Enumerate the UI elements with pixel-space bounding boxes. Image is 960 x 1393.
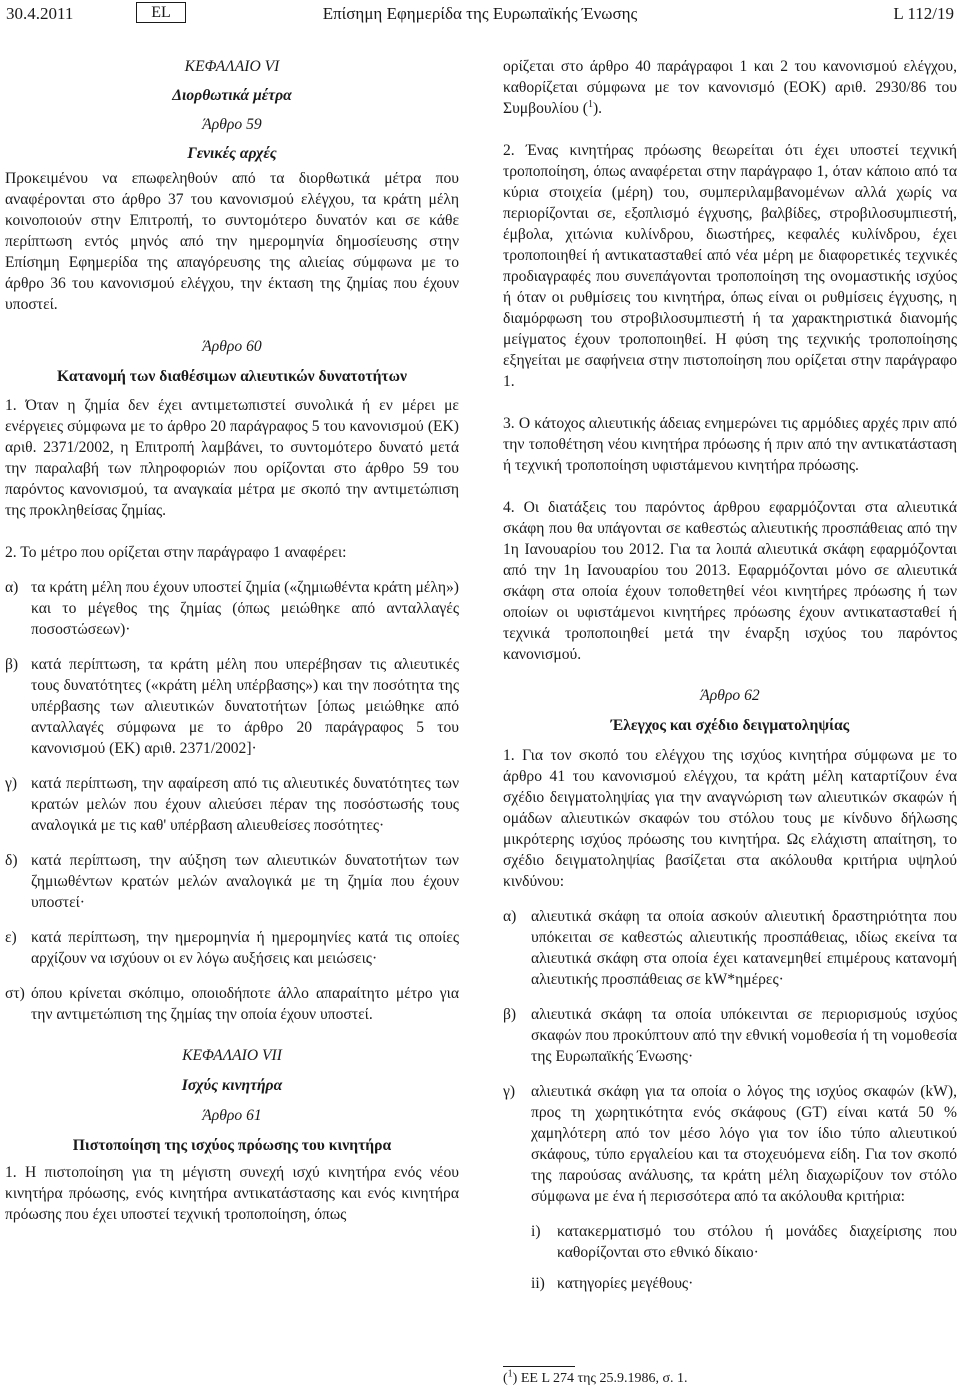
list-label: στ) (5, 985, 25, 1002)
list-text: αλιευτικά σκάφη τα οποία υπόκεινται σε περιορισμούς ισχύος σκαφών που προκύπτουν από την εθνική νομοθεσία ή τη νομοθεσία της Ευρωπαϊκής Ένωσης· (531, 1006, 957, 1065)
left-column (5, 56, 459, 1225)
list-label: α) (503, 908, 517, 925)
sub-list-item (531, 1221, 957, 1263)
article-number: Άρθρο 59 (202, 116, 262, 133)
list-label: ii) (531, 1275, 545, 1292)
paragraph-text: ). (592, 100, 603, 117)
paragraph: 3. Ο κάτοχος αλιευτικής άδειας ενημερώνει τις αρμόδιες αρχές πριν από την τοποθέτηση νέου κινητήρα πρόωσης ή πριν από την αντικατάσταση ή τεχνική τροποποίηση υφιστάμενου κινητήρα πρόωσης. (503, 415, 957, 474)
list-label: γ) (503, 1083, 516, 1100)
page-number: L 112/19 (893, 4, 954, 23)
article-number: Άρθρο 61 (202, 1107, 262, 1124)
paragraph (503, 56, 957, 119)
list-label: β) (5, 656, 19, 673)
list-text: κατηγορίες μεγέθους· (557, 1275, 694, 1292)
chapter-heading: ΚΕΦΑΛΑΙΟ VII (182, 1047, 282, 1064)
paragraph: 4. Οι διατάξεις του παρόντος άρθρου εφαρμόζονται στα αλιευτικά σκάφη που θα υπάγονται σε καθεστώς αλιευτικής προσπάθειας από την 1η Ιανουαρίου του 2012. Για τα λοιπά αλιευτικά σκάφη εφαρμόζονται από την 1η Ιανουαρίου του 2013. Εφαρμόζονται μόνο σε αλιευτικά σκάφη στα οποία έχουν τοποθετηθεί νέοι κινητήρες πρόωσης ή των οποίων οι υφιστάμενοι κινητήρες πρόωσης έχουν αντικατασταθεί ή τεχνικά τροποποιηθεί μετά την έναρξη ισχύος του παρόντος κανονισμού. (503, 499, 957, 663)
paragraph: 1. Η πιστοποίηση για τη μέγιστη συνεχή ισχύ κινητήρα ενός νέου κινητήρα πρόωσης, ενός κινητήρα αντικατάστασης και ενός κινητήρα πρόωσης που έχει υποστεί τεχνική τροποποίηση, όπως (5, 1164, 459, 1223)
list-label: β) (503, 1006, 517, 1023)
list-item (5, 983, 459, 1025)
footnote: ($^1$) ΕΕ L 274 της 25.9.1986, σ. 1. (503, 1368, 688, 1386)
article-number: Άρθρο 60 (202, 338, 262, 355)
footnote-number: 1 (507, 1368, 513, 1380)
list-item (5, 773, 459, 836)
paragraph: 2. Το μέτρο που ορίζεται στην παράγραφο 1 αναφέρει: (5, 544, 347, 561)
right-column (503, 56, 957, 1294)
list-label: δ) (5, 852, 18, 869)
paragraph: Προκειμένου να επωφεληθούν από τα διορθωτικά μέτρα που αναφέρονται στο άρθρο 37 του κανονισμού ελέγχου, τα κράτη μέλη κοινοποιούν στην Επιτροπή, το συντομότερο δυνατόν και σε κάθε περίπτωση εντός μηνός από την ημερομηνία δημοσίευσης στην Επίσημη Εφημερίδα της απαγόρευσης της αλιείας σύμφωνα με το άρθρο 36 του κανονισμού ελέγχου, την έκταση της ζημίας που έχουν υποστεί. (5, 170, 459, 313)
article-title: Γενικές αρχές (187, 145, 277, 162)
list-text: όπου κρίνεται σκόπιμο, οποιοδήποτε άλλο απαραίτητο μέτρο για την αντιμετώπιση της ζημίας την οποία έχουν υποστεί. (31, 985, 459, 1023)
chapter-heading: ΚΕΦΑΛΑΙΟ VI (184, 58, 280, 75)
list-text: κατά περίπτωση, τα κράτη μέλη που υπερέβησαν τις αλιευτικές τους δυνατότητες («κράτη μέλη υπέρβασης») και την ποσότητα της υπέρβασης των αλιευτικών δυνατοτήτων [όπως μειώθηκε από ανταλλαγές σύμφωνα με το άρθρο 20 παράγραφος 5 του κανονισμού (ΕΚ) αριθ. 2371/2002]· (31, 656, 459, 757)
footnote-divider (503, 1366, 575, 1367)
list-item (503, 1004, 957, 1067)
list-label: i) (531, 1223, 541, 1240)
list-text: κατακερματισμό του στόλου ή μονάδες διαχείρισης που καθορίζονται στο εθνικό δίκαιο· (557, 1223, 957, 1261)
paragraph: 2. Ένας κινητήρας πρόωσης θεωρείται ότι έχει υποστεί τεχνική τροποποίηση, όπως αναφέρεται στην παράγραφο 1, όταν κάποιο από τα κύρια στοιχεία (μέρη) του, συμπεριλαμβανομένων αλλά χωρίς να περιορίζονται σε, εξοπλισμό έγχυσης, βαλβίδες, στροβιλοσυμπιεστή, έμβολα, χιτώνια κυλίνδρου, διωστήρες, κεφαλές κυλίνδρου, έχει τροποποιηθεί ή αντικατασταθεί από νέα μέρη με διαφορετικές τεχνικές προδιαγραφές που συνεπάγονται τροποποίηση της ονομαστικής ισχύος ή όταν οι ρυθμίσεις του κινητήρα, όπως είναι οι ρυθμίσεις έγχυσης, η διαμόρφωση του στροβιλοσυμπιεστή ή τα χαρακτηριστικά διανομής μείγματος έχουν τροποποιηθεί. Η φύση της τεχνικής τροποποίησης εξηγείται με σαφήνεια στην πιστοποίηση που ορίζεται στην παράγραφο 1. (503, 142, 957, 390)
language-badge: EL (136, 2, 186, 23)
list-label: α) (5, 579, 19, 596)
list-text: κατά περίπτωση, την ημερομηνία ή ημερομηνίες κατά τις οποίες αρχίζουν να ισχύουν οι εν λόγω αυξήσεις και μειώσεις· (31, 929, 459, 967)
list-item (5, 850, 459, 913)
chapter-title: Ισχύς κινητήρα (181, 1077, 283, 1094)
list-item (503, 1081, 957, 1207)
article-title: Έλεγχος και σχέδιο δειγματοληψίας (610, 717, 850, 734)
list-item (503, 906, 957, 990)
article-number: Άρθρο 62 (700, 687, 760, 704)
chapter-title: Διορθωτικά μέτρα (172, 87, 292, 104)
list-label: ε) (5, 929, 17, 946)
journal-title: Επίσημη Εφημερίδα της Ευρωπαϊκής Ένωσης (322, 4, 638, 23)
list-text: κατά περίπτωση, την αύξηση των αλιευτικών δυνατοτήτων των ζημιωθέντων κρατών μελών αναλογικά με τη ζημία που έχουν υποστεί· (31, 852, 459, 911)
list-text: κατά περίπτωση, την αφαίρεση από τις αλιευτικές δυνατότητες των κρατών μελών που έχουν αλιεύσει πέραν της ποσόστωσής τους αναλογικά με τις καθ' υπέρβαση αλιευθείσες ποσότητες· (31, 775, 459, 834)
header-date: 30.4.2011 (6, 4, 74, 23)
list-item (5, 927, 459, 969)
list-text: αλιευτικά σκάφη τα οποία ασκούν αλιευτική δραστηριότητα που υπόκειται σε καθεστώς αλιευτικής προσπάθειας, ιδίως εκείνα τα αλιευτικά σκάφη στα οποία έχει κατανεμηθεί επιμέρους κατανομή αλιευτικής προσπάθειας σε kW*ημέρες· (531, 908, 957, 988)
footnote-text: ΕΕ L 274 της 25.9.1986, σ. 1. (520, 1371, 688, 1386)
paragraph-text: ορίζεται στο άρθρο 40 παράγραφοι 1 και 2 του κανονισμού ελέγχου, καθορίζεται σύμφωνα με τον κανονισμό (ΕΟΚ) αριθ. 2930/86 του Συμβουλίου ( (503, 58, 957, 117)
article-title: Κατανομή των διαθέσιμων αλιευτικών δυνατοτήτων (57, 368, 407, 385)
list-label: γ) (5, 775, 18, 792)
list-item (5, 654, 459, 759)
list-text: αλιευτικά σκάφη για τα οποία ο λόγος της ισχύος σκαφών (kW), προς τη χωρητικότητα ενός σκάφους (GT) είναι κατά 50 % χαμηλότερη από τον μέσο λόγο για τον ίδιο τύπο αλιευτικού σκάφους, τύπο εργαλείου και τα στοχευόμενα είδη. Για τον σκοπό της παρούσας ανάλυσης, τα κράτη μέλη διαχωρίζουν τον στόλο σύμφωνα με ένα ή περισσότερα από τα ακόλουθα κριτήρια: (531, 1083, 957, 1205)
page-header (0, 0, 960, 28)
article-title: Πιστοποίηση της ισχύος πρόωσης του κινητήρα (72, 1137, 392, 1154)
list-item (5, 577, 459, 640)
list-text: τα κράτη μέλη που έχουν υποστεί ζημία («ζημιωθέντα κράτη μέλη») και το μέγεθος της ζημίας (όπως μειώθηκε από ανταλλαγές ποσοστώσεων)· (31, 579, 459, 638)
paragraph: 1. Όταν η ζημία δεν έχει αντιμετωπιστεί συνολικά ή εν μέρει με ενέργειες σύμφωνα με το άρθρο 20 παράγραφος 5 του κανονισμού (ΕΚ) αριθ. 2371/2002, η Επιτροπή λαμβάνει, το συντομότερο δυνατό μετά την παραλαβή των πληροφοριών που ορίζονται στο άρθρο 59 του παρόντος κανονισμού, τα αναγκαία μέτρα με σκοπό την αντιμετώπιση της προκληθείσας ζημίας. (5, 397, 459, 519)
sub-list-item (531, 1273, 957, 1294)
paragraph: 1. Για τον σκοπό του ελέγχου της ισχύος κινητήρα σύμφωνα με το άρθρο 41 του κανονισμού ελέγχου, τα κράτη μέλη καταρτίζουν ένα σχέδιο δειγματοληψίας για την αναγνώριση των αλιευτικών σκαφών ή ομάδων αλιευτικών σκαφών του στόλου τους με κίνδυνο δήλωσης μικρότερης ισχύος πρόωσης του κινητήρα. Ως ελάχιστη απαίτηση, το σχέδιο δειγματοληψίας βασίζεται στα ακόλουθα κριτήρια υψηλού κινδύνου: (503, 747, 957, 890)
footnote-reference: 1 (587, 98, 593, 110)
